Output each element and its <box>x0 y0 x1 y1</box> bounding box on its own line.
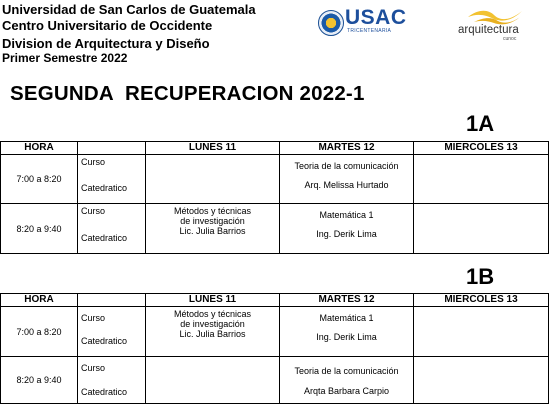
col-header-miercoles: MIERCOLES 13 <box>414 142 549 155</box>
col-header-martes: MARTES 12 <box>280 294 414 307</box>
catedratico-label: Catedratico <box>81 233 128 243</box>
label-cell <box>78 155 146 204</box>
col-header-lunes: LUNES 11 <box>146 142 280 155</box>
course-name: Métodos y técnicas de investigación <box>173 206 252 226</box>
curso-label: Curso <box>81 313 106 323</box>
arquitectura-logo-text: arquitectura <box>458 24 519 36</box>
col-header-martes: MARTES 12 <box>280 142 414 155</box>
miercoles-cell <box>414 204 549 254</box>
table-header-row <box>1 142 549 155</box>
professor-name: Lic. Julia Barrios <box>179 226 246 236</box>
table-row <box>1 307 549 357</box>
col-header-miercoles: MIERCOLES 13 <box>414 294 549 307</box>
table-row <box>1 204 549 254</box>
hora-cell: 8:20 a 9:40 <box>1 204 78 254</box>
lunes-cell <box>146 307 280 357</box>
label-cell <box>78 307 146 357</box>
professor-name: Ing. Derik Lima <box>316 229 377 239</box>
table-row <box>1 357 549 404</box>
usac-logo-text: USAC <box>345 6 407 29</box>
center-name: Centro Universitario de Occidente <box>2 18 213 33</box>
col-header-blank <box>78 294 146 307</box>
course-name: Matemática 1 <box>319 313 374 323</box>
arquitectura-wave-icon <box>464 7 526 25</box>
curso-label: Curso <box>81 157 106 167</box>
catedratico-label: Catedratico <box>81 183 128 193</box>
schedule-table-1a <box>0 141 549 254</box>
label-cell <box>78 357 146 404</box>
miercoles-cell <box>414 155 549 204</box>
col-header-blank <box>78 142 146 155</box>
schedule-table-1b <box>0 293 549 404</box>
lunes-cell <box>146 357 280 404</box>
miercoles-cell <box>414 357 549 404</box>
hora-cell: 7:00 a 8:20 <box>1 307 78 357</box>
course-name: Matemática 1 <box>319 210 374 220</box>
martes-cell <box>280 307 414 357</box>
table-header-row <box>1 294 549 307</box>
university-name: Universidad de San Carlos de Guatemala <box>2 2 256 17</box>
label-cell <box>78 204 146 254</box>
course-name: Métodos y técnicas de investigación <box>173 309 252 329</box>
semester-label: Primer Semestre 2022 <box>2 51 128 65</box>
table-row <box>1 155 549 204</box>
course-name: Teoria de la comunicación <box>294 161 399 171</box>
hora-cell: 8:20 a 9:40 <box>1 357 78 404</box>
professor-name: Arq. Melissa Hurtado <box>304 180 389 190</box>
section-label-1a: 1A <box>466 111 495 136</box>
martes-cell <box>280 204 414 254</box>
col-header-hora: HORA <box>1 142 78 155</box>
lunes-cell <box>146 204 280 254</box>
curso-label: Curso <box>81 363 106 373</box>
lunes-cell <box>146 155 280 204</box>
catedratico-label: Catedratico <box>81 387 128 397</box>
col-header-hora: HORA <box>1 294 78 307</box>
martes-cell <box>280 155 414 204</box>
course-name: Teoria de la comunicación <box>294 366 399 376</box>
page-title: SEGUNDA RECUPERACION 2022-1 <box>10 82 365 105</box>
miercoles-cell <box>414 307 549 357</box>
hora-cell: 7:00 a 8:20 <box>1 155 78 204</box>
professor-name: Arqta Barbara Carpio <box>303 386 390 396</box>
usac-logo-subtext: TRICENTENARIA <box>347 28 392 34</box>
division-name: Division de Arquitectura y Diseño <box>2 36 210 51</box>
professor-name: Ing. Derik Lima <box>316 332 377 342</box>
arquitectura-logo-subtext: cunoc <box>503 36 517 42</box>
catedratico-label: Catedratico <box>81 336 128 346</box>
professor-name: Lic. Julia Barrios <box>179 329 246 339</box>
usac-seal-icon <box>318 10 344 36</box>
martes-cell <box>280 357 414 404</box>
curso-label: Curso <box>81 206 106 216</box>
col-header-lunes: LUNES 11 <box>146 294 280 307</box>
section-label-1b: 1B <box>466 264 495 289</box>
